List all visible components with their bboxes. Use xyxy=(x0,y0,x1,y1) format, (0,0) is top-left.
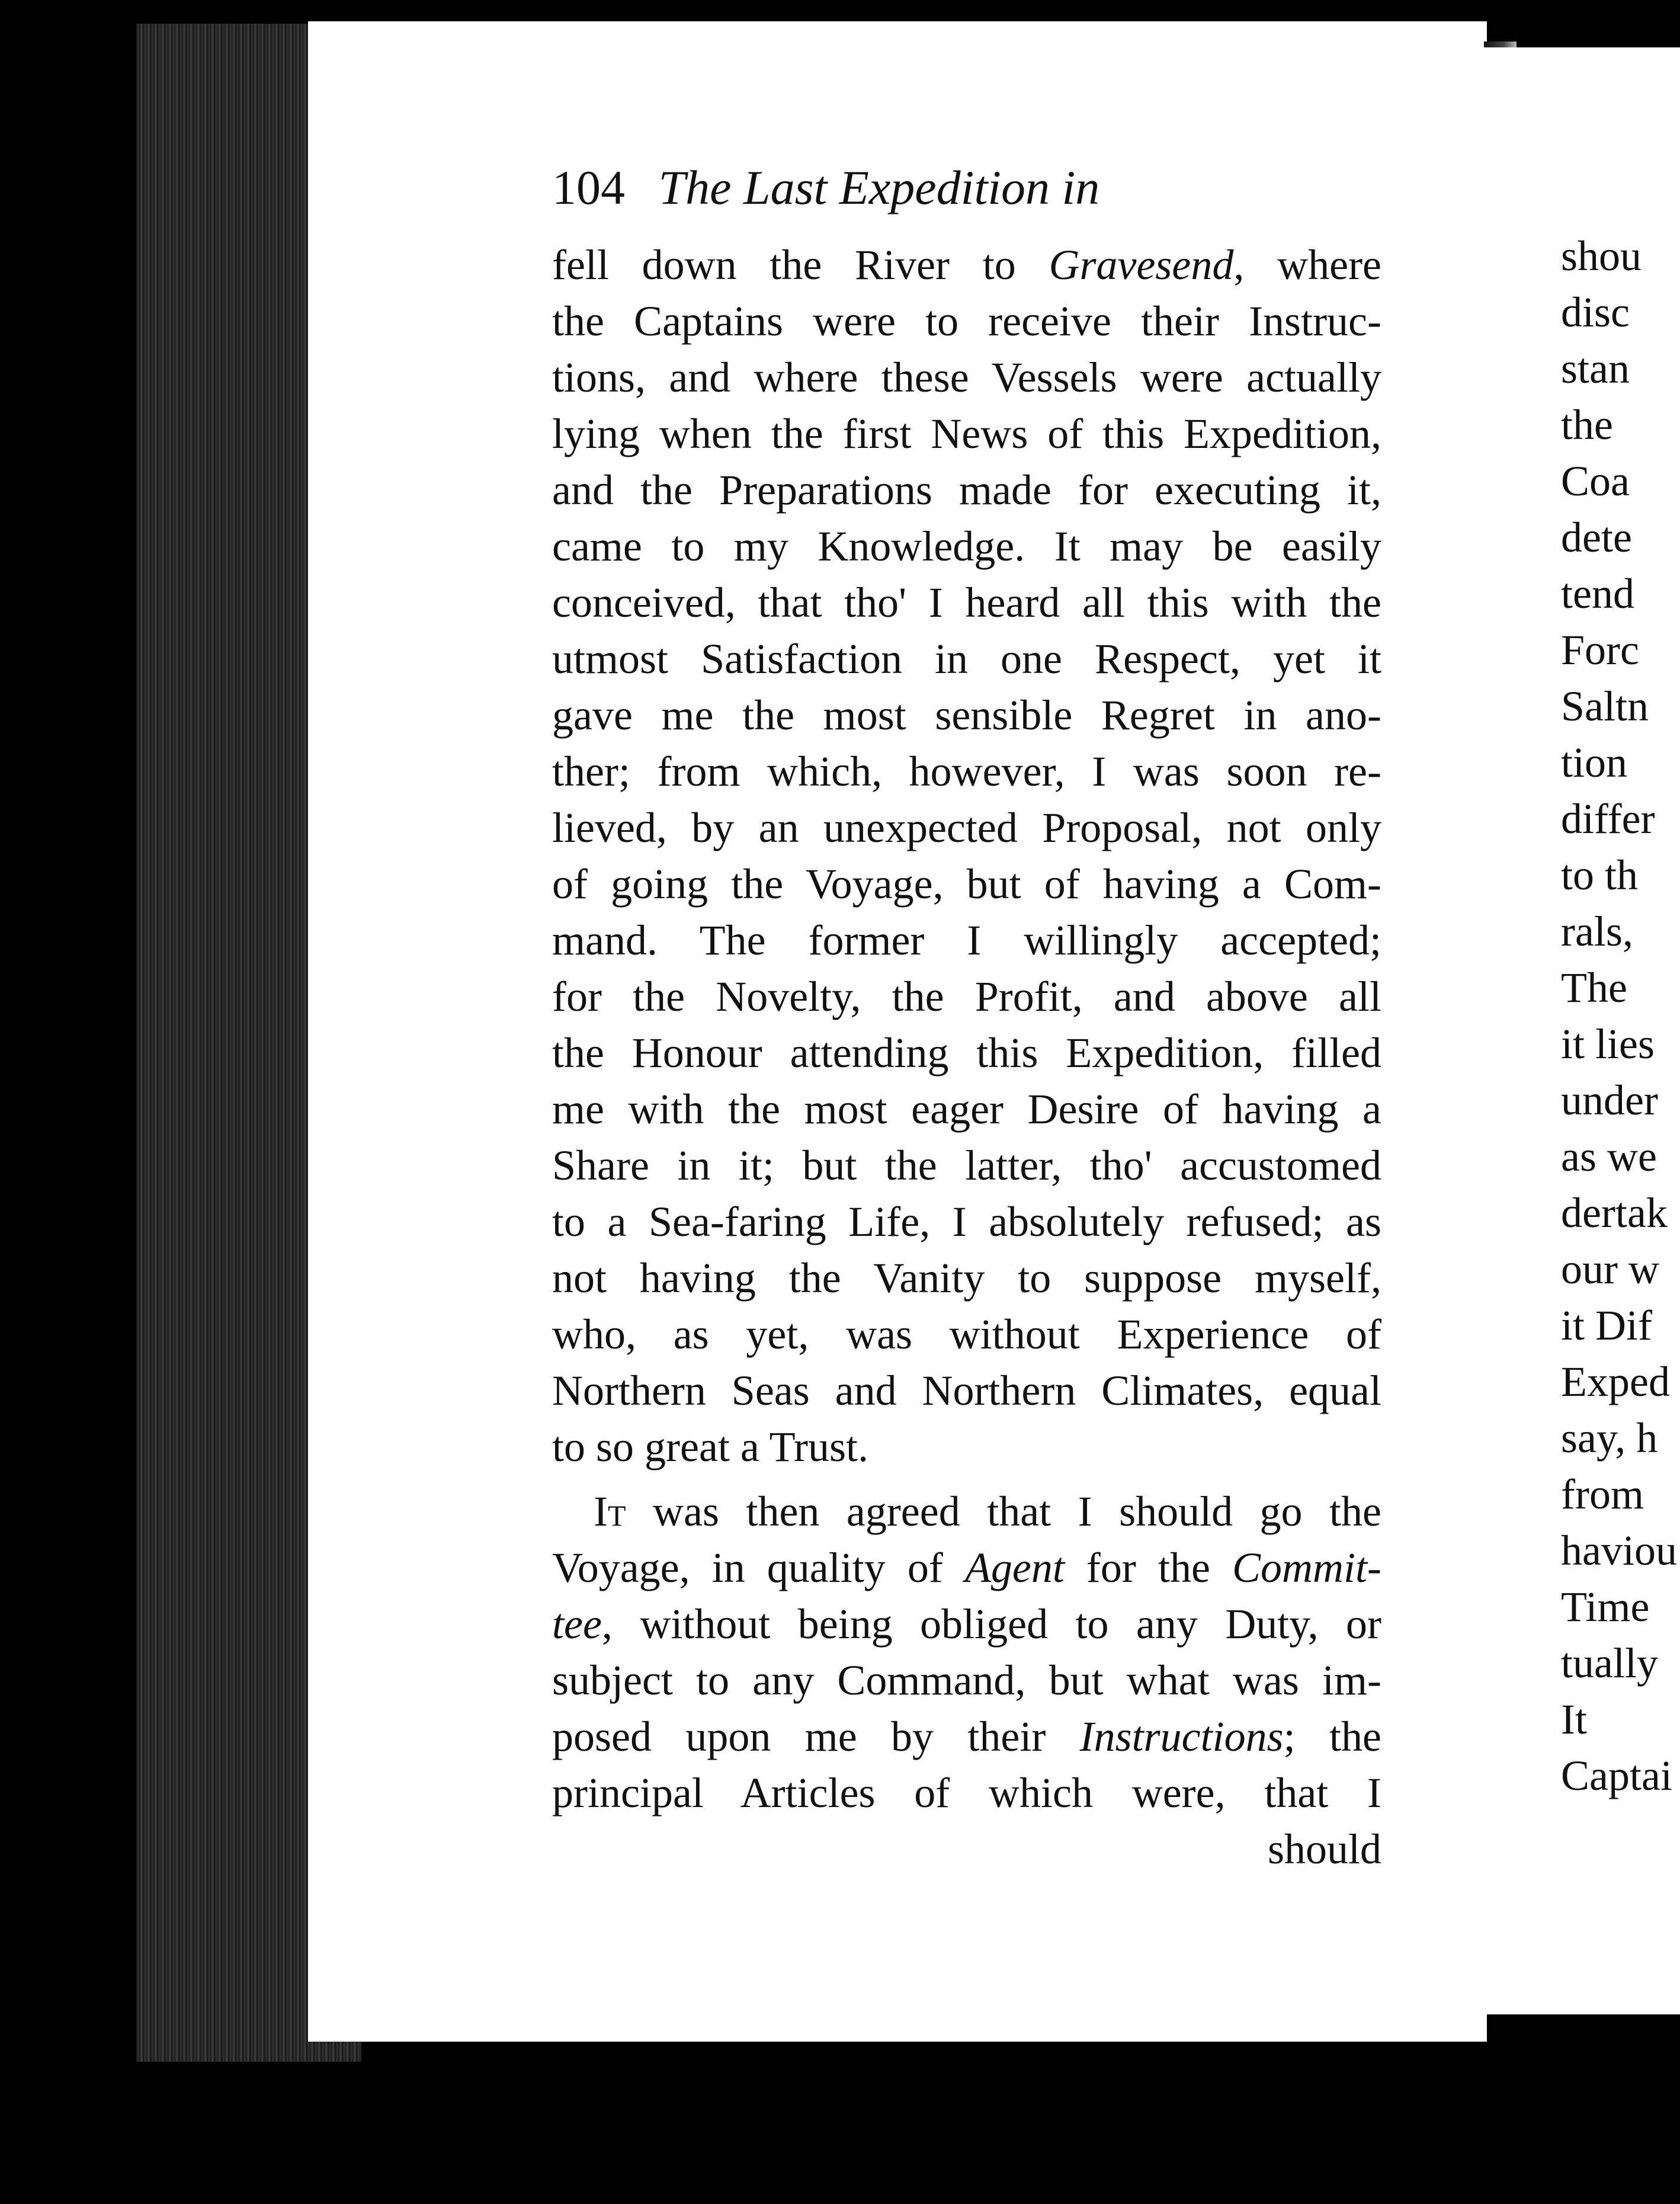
facing-page-fragment: Exped xyxy=(1561,1358,1670,1405)
facing-page-fragment: tion xyxy=(1561,739,1628,786)
paragraph-1-line-22: to so great a Trust. xyxy=(552,1423,869,1471)
catchword: should xyxy=(1267,1825,1381,1873)
facing-page-fragment: tually xyxy=(1561,1639,1658,1687)
facing-page-fragment: it lies xyxy=(1561,1020,1655,1068)
paragraph-1-line-12: of going the Voyage, but of having a Com- xyxy=(552,860,1381,908)
facing-page-fragment: the xyxy=(1561,401,1613,449)
paragraph-1-line-10: ther; from which, however, I was soon re- xyxy=(552,748,1381,795)
facing-page-fragment: Coa xyxy=(1561,457,1630,505)
paragraph-1-line-17: Share in it; but the latter, tho' accustomed xyxy=(552,1142,1381,1189)
paragraph-1-line-13: mand. The former I willingly accepted; xyxy=(552,917,1381,964)
paragraph-1-line-8: utmost Satisfaction in one Respect, yet it xyxy=(552,635,1381,683)
paragraph-1-line-9: gave me the most sensible Regret in ano- xyxy=(552,691,1381,739)
facing-page-fragment: say, h xyxy=(1561,1414,1658,1462)
page-text-block xyxy=(552,160,1381,1878)
facing-page-fragment: Forc xyxy=(1561,626,1639,674)
facing-page-fragment: Saltn xyxy=(1561,683,1649,730)
paragraph-2-line-3: tee, without being obliged to any Duty, or xyxy=(552,1600,1381,1648)
paragraph-1-line-19: not having the Vanity to suppose myself, xyxy=(552,1254,1381,1302)
paragraph-2-line-1: It was then agreed that I should go the xyxy=(594,1488,1381,1535)
facing-page-fragment: Captai xyxy=(1561,1752,1672,1799)
paragraph-2-line-4: subject to any Command, but what was im- xyxy=(552,1657,1381,1704)
paragraph-1 xyxy=(552,237,1381,1475)
facing-page-fragment: It xyxy=(1561,1696,1587,1743)
paragraph-1-line-14: for the Novelty, the Profit, and above all xyxy=(552,973,1381,1020)
facing-page-fragment: it Dif xyxy=(1561,1302,1652,1349)
facing-page-fragment: our w xyxy=(1561,1245,1659,1293)
facing-page-fragment: rals, xyxy=(1561,908,1633,955)
facing-page-fragment: to th xyxy=(1561,851,1639,899)
paragraph-1-line-1: fell down the River to Gravesend, where xyxy=(552,241,1381,289)
facing-page-fragment: differ xyxy=(1561,795,1655,842)
page-number: 104 xyxy=(552,161,625,214)
facing-page-text xyxy=(1561,228,1680,1804)
paragraph-1-line-15: the Honour attending this Expedition, filled xyxy=(552,1029,1381,1077)
facing-page-fragment: under xyxy=(1561,1077,1658,1124)
paragraph-2-line-6: principal Articles of which were, that I xyxy=(552,1769,1381,1817)
running-title: The Last Expedition in xyxy=(658,161,1100,214)
paragraph-1-line-16: me with the most eager Desire of having a xyxy=(552,1085,1381,1133)
facing-page-fragment: disc xyxy=(1561,289,1630,336)
paragraph-1-line-11: lieved, by an unexpected Proposal, not only xyxy=(552,804,1381,851)
facing-page-fragment: tend xyxy=(1561,570,1634,617)
paragraph-1-line-4: lying when the first News of this Expedition, xyxy=(552,410,1381,457)
paragraph-2-line-2: Voyage, in quality of Agent for the Commit- xyxy=(552,1544,1381,1591)
paragraph-1-line-7: conceived, that tho' I heard all this with the xyxy=(552,579,1381,626)
facing-page-fragment: dertak xyxy=(1561,1189,1668,1236)
running-head xyxy=(552,160,1381,237)
paragraph-1-line-20: who, as yet, was without Experience of xyxy=(552,1311,1381,1358)
paragraph-1-line-21: Northern Seas and Northern Climates, equal xyxy=(552,1367,1381,1414)
facing-page-fragment: dete xyxy=(1561,514,1632,561)
facing-page-fragment: haviou xyxy=(1561,1527,1677,1574)
facing-page-fragment: shou xyxy=(1561,232,1642,280)
paragraph-1-line-2: the Captains were to receive their Instruc- xyxy=(552,297,1381,345)
paragraph-2 xyxy=(552,1484,1381,1821)
paragraph-2-line-5: posed upon me by their Instructions; the xyxy=(552,1713,1381,1760)
facing-page-fragment: from xyxy=(1561,1471,1644,1518)
facing-page-fragment: as we xyxy=(1561,1133,1657,1180)
facing-page-fragment: The xyxy=(1561,964,1627,1011)
paragraph-1-line-5: and the Preparations made for executing it, xyxy=(552,466,1381,514)
facing-page-fragment: stan xyxy=(1561,345,1630,392)
paragraph-1-line-18: to a Sea-faring Life, I absolutely refused; as xyxy=(552,1198,1381,1245)
paragraph-1-line-3: tions, and where these Vessels were actually xyxy=(552,354,1381,401)
paragraph-1-line-6: came to my Knowledge. It may be easily xyxy=(552,523,1381,570)
facing-page-fragment: Time xyxy=(1561,1583,1650,1630)
